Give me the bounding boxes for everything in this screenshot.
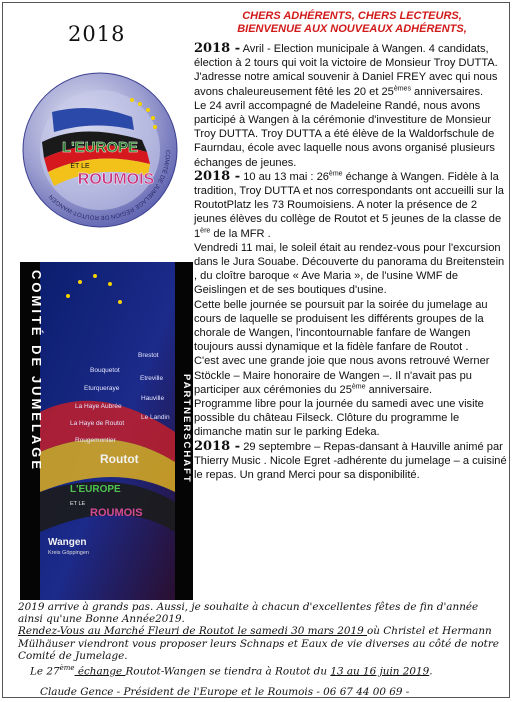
poster-et-le: ET LE	[70, 501, 86, 507]
year-label-1: 2018 -	[194, 41, 241, 56]
year-title: 2018	[68, 22, 126, 46]
town-2: Etreville	[140, 375, 164, 382]
paragraph-3: Le 24 avril accompagné de Madeleine Randé, nous avons participé à Wangen à la cérémonie d'investiture de Monsieur Troy DUTTA. Troy DUTTA a été élève de la Waldorfschule de Faurndau, école avec laquelle nous avons organisé plusieurs échanges de jeunes.	[194, 99, 495, 169]
poster-left-vertical: COMITÉ DE JUMELAGE	[29, 270, 44, 473]
paragraph-9: 2018 - 29 septembre – Repas-dansant à Hauville animé par Thierry Music . Nicole Egret -adhérente du jumelage – a cuisiné le repas. Un grand Merci pour sa disponibilité.	[194, 438, 507, 482]
town-5: La Haye Aubrée	[75, 403, 122, 410]
europe-roumois-logo	[22, 72, 178, 228]
greeting-line-2: BIENVENUE AUX NOUVEAUX ADHÉRENTS,	[237, 23, 467, 35]
paragraph-4: 2018 - 10 au 13 mai : 26ème échange à Wangen. Fidèle à la tradition, Troy DUTTA et nos correspondants ont accueilli sur la RoutotPlatz les 73 Roumoisiens. A noter la présence de 2 jeunes élèves du collège de Routot et 5 jeunes de la classe de 1ère de la MFR .	[194, 168, 504, 240]
town-4: Hauville	[141, 395, 165, 402]
greeting-line-1: CHERS ADHÉRENTS, CHERS LECTEURS,	[242, 10, 462, 22]
paragraph-7: C'est avec une grande joie que nous avons retrouvé Werner Stöckle – Maire honoraire de Wangen –. Il n'avait pas pu participer aux cérémonies du 25ème anniversaire.	[194, 355, 490, 396]
town-6: Le Landin	[141, 414, 170, 421]
poster-l-europe: L'EUROPE	[70, 484, 121, 495]
poster-routot: Routot	[100, 452, 139, 466]
poster-right-vertical: PARTNERSCHAFT	[181, 374, 192, 484]
town-8: Rougemontier	[75, 437, 116, 444]
poster-kreis: Kreis Göppingen	[48, 550, 89, 556]
footer-rendezvous: Rendez-Vous au Marché Fleuri de Routot le samedi 30 mars 2019 où Christel et Hermann Mülhäuser viendront vous proposer leurs Schnaps et Eaux de vie diverses au côté de notre Comité de Jumelage.	[18, 625, 499, 662]
signature-line: Claude Gence - Président de l'Europe et le Roumois - 06 67 44 00 69 -	[40, 686, 410, 698]
poster-roumois: ROUMOIS	[90, 507, 143, 519]
town-1: Bouquetot	[90, 367, 120, 374]
paragraph-6: Cette belle journée se poursuit par la soirée du jumelage au cours de laquelle se produisent les différents groupes de la chorale de Wangen, l'incontournable fanfare de Wangen toujours aussi dynamique et la fidèle fanfare de Routot .	[194, 298, 488, 354]
paragraph-1: 2018 - Avril - Election municipale à Wangen. 4 candidats, élection à 2 tours qui voit la victoire de Monsieur Troy DUTTA.	[194, 41, 498, 70]
poster-wangen: Wangen	[48, 537, 87, 548]
logo-ring-text: COMITÉ DE JUMELAGE RÉGION DE ROUTOT-WANGEN	[48, 149, 171, 221]
paragraph-8: Programme libre pour la journée du samedi avec une visite possible du château Filseck. Clôture du programme le dimanche matin sur le parking Edeka.	[194, 398, 484, 439]
greeting-header	[218, 10, 486, 36]
paragraph-5: Vendredi 11 mai, le soleil était au rendez-vous pour l'excursion dans le Jura Souabe. Découverte du panorama du Breitenstein , du cloître baroque « Ave Maria », de l'usine WMF de Geislingen et de ses boutiques d'usine.	[194, 241, 505, 297]
footer-notes	[18, 601, 504, 678]
year-label-3: 2018 -	[194, 438, 241, 454]
logo-et-le: ET LE	[70, 163, 90, 170]
footer-exchange: Le 27ème échange Routot-Wangen se tiendra à Routot du 13 au 16 juin 2019.	[30, 664, 433, 678]
main-text	[194, 42, 510, 482]
town-7: La Haye de Routot	[70, 420, 125, 427]
town-0: Brestot	[138, 352, 159, 359]
year-label-2: 2018 -	[194, 168, 241, 184]
jumelage-poster	[20, 262, 193, 600]
paragraph-2: J'adresse notre amical souvenir à Daniel FREY avec qui nous avons chaleureusement fêté les 20 et 25èmes anniversaires.	[194, 71, 498, 98]
logo-l-europe: L'EUROPE	[61, 139, 139, 156]
footer-wishes: 2019 arrive à grands pas. Aussi, je souhaite à chacun d'excellentes fêtes de fin d'année ainsi qu'une Bonne Année2019.	[18, 601, 479, 626]
town-3: Eturqueraye	[84, 385, 120, 392]
logo-roumois: ROUMOIS	[77, 171, 155, 188]
